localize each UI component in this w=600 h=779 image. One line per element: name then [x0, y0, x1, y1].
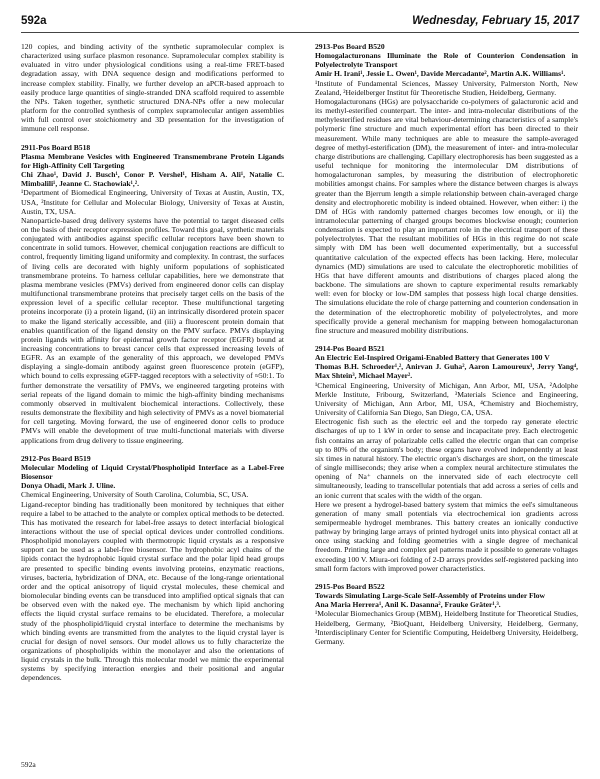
abstract-authors: Ana Maria Herrera¹, Anil K. Dasanna², Frauke Gräter¹,³. — [315, 600, 501, 610]
abstract-id: 2915-Pos Board B522 — [315, 581, 385, 591]
right-column — [315, 42, 578, 655]
abstract-authors: Thomas B.H. Schroeder¹,², Anirvan J. Guha², Aaron Lamoureux³, Jerry Yang⁴, Max Shtein³, Michael Mayer². — [315, 362, 578, 381]
abstract-id: 2914-Pos Board B521 — [315, 344, 385, 353]
page-number: 592a — [21, 15, 47, 27]
abstract-2911 — [21, 143, 284, 445]
abstract-2913 — [315, 42, 578, 335]
abstract-authors: Donya Ohadi, Mark J. Uline. — [21, 481, 116, 491]
abstract-title: Molecular Modeling of Liquid Crystal/Phospholipid Interface as a Label-Free Biosensor — [21, 462, 284, 482]
abstract-title: Homogalacturonans Illuminate the Role of Counterion Condensation in Polyelectrolyte Transport — [315, 51, 578, 70]
abstract-affiliations: ¹Department of Biomedical Engineering, University of Texas at Austin, Austin, TX, USA, ²Institute for Cellular and Molecular Biology, University of Texas at Austin, Austin, TX, USA. — [21, 188, 284, 216]
abstract-body: Ligand-receptor binding has traditionally been monitored by techniques that either require a label to be attached to the analyte or complex optical methods to be detected. This has motivated the research for label-free assays to detect interfacial biological interactions without the use of special optical devices under controlled conditions. Phospholipid monolayers coupled with thermotropic liquid crystals as a responsive support can be used as a label-free biosensor. The hydrophobic acyl chains of the lipids contact the hydrophobic liquid crystal surface and the polar lipid head groups are presented to specific binding events involving proteins, enzymatic reactions, viruses, bacteria, hybridization of DNA, etc. Because of the long-range orientational order and the optical anisotropy of liquid crystal molecules, these chemical and biomolecular binding events can be transduced into amplified optical signals that can be observed even with the naked eye. The mechanism by which lipid anchoring effects the liquid crystal surface remains to be elucidated. Therefore, a molecular study of the phospholipid/liquid crystal interface to determine the mechanisms by which binding events are transmitted from the analytes to the liquid crystal layer is crucial for design of novel sensors. Our model allows us to fully characterize the organizations of phospholipids within the monolayer and also the orientations of liquid crystals in the bulk. Through this molecular model we mimic the experimental systems by specifying interaction energies and their positional and angular dependences. — [21, 499, 284, 683]
left-column — [21, 42, 284, 692]
abstract-title: Towards Simulating Large-Scale Self-Assembly of Proteins under Flow — [315, 591, 545, 601]
abstract-affiliations: ¹Molecular Biomechanics Group (MBM), Heidelberg Institute for Theoretical Studies, Heidelberg, Germany, ²BioQuant, Heidelberg University, Heidelberg, Germany, ³Interdisciplinary Center for Scientific Computing, Heidelberg University, Heidelberg, Germany. — [315, 609, 578, 646]
abstract-affiliations: ¹Chemical Engineering, University of Michigan, Ann Arbor, MI, USA, ²Adolphe Merkle Institute, Fribourg, Switzerland, ³Materials Science and Engineering, University of Michigan, Ann Arbor, MI, USA, ⁴Chemistry and Biochemistry, University of California San Diego, San Diego, CA, USA. — [315, 380, 578, 418]
abstract-2915 — [315, 582, 578, 646]
abstract-authors: Chi Zhao¹, David J. Busch¹, Conor P. Vershel¹, Hisham A. Ali¹, Natalie C. Mimbalili¹, Jeanne C. Stachowiak¹,². — [21, 170, 284, 189]
page-header — [21, 14, 579, 33]
abstract-affiliations: ¹Institute of Fundamental Sciences, Massey University, Palmerston North, New Zealand, ²Heidelberger Institut für Theoretische Studien, Heidelberg, Germany. — [315, 78, 578, 97]
abstract-id: 2911-Pos Board B518 — [21, 142, 91, 152]
abstract-2912 — [21, 454, 284, 683]
intro-text: 120 copies, and binding activity of the synthetic supramolecular complex is characterized using surface plasmon resonance. Supramolecular complex stability is evaluated in vitro under physiological conditions using a real-time FRET-based degradation assay, with DNA sequence design and modifications performed to increase complex stability. Finally, we further develop an aPCR-based approach to easily produce large quantities of single-stranded DNA scaffold required to assemble the NPs. Taken together, synthetic structured DNA-NPs offer a new molecular platform for the controlled synthesis of complex supramolecular antigen assemblies with full control over stoichiometry and 3D presentation for the investigation of immune cell response. — [21, 42, 284, 134]
abstract-title: An Electric Eel-Inspired Origami-Enabled Battery that Generates 100 V — [315, 353, 550, 363]
abstract-id: 2912-Pos Board B519 — [21, 453, 91, 463]
abstract-id: 2913-Pos Board B520 — [315, 42, 385, 51]
abstract-authors: Amir H. Irani¹, Jessie L. Owen¹, Davide Mercadante², Martin A.K. Williams¹. — [315, 69, 566, 79]
abstract-2914 — [315, 344, 578, 573]
abstract-body-continued: Here we present a hydrogel-based battery system that mimics the eel's simultaneous generation of many small potentials via electrochemical ion gradients across semipermeable hydrogel membranes. This battery creates an ionically conductive pathway by bringing large arrays of printed hydrogel units into physical contact all at once using stacking and folding geometries with a single degree of mechanical freedom. Printing large and complex gel patterns made it possible to generate voltages exceeding 100 V. Miura-ori folding of 2-D arrays provides self-registered packing into small form factors with improved power characteristics. — [315, 499, 578, 573]
abstract-body: Homogalacturonans (HGs) are polysaccharide co-polymers of galacturonic acid and its methyl-esterified counterpart. The inter- and intra-molecular distributions of the methylesterified residues are vital behaviour-determining characteristics of a sample's polymeric fine structure and much experimental effort has been directed to their measurement. While many techniques are able to measure the sample-averaged degree of methyl-esterification (DM), the measurement of inter- and intra-molecular charge distributions are challenging. Capillary electrophoresis has been suggested as a useful technique for monitoring the intermolecular DM distributions of homogalacturonan samples, by measuring the distribution of electrophoretic mobilities amongst chains. For samples where the distance between charges is always greater than the Bjerrum length a simple relationship between chain-averaged charge density and electrophoretic mobility is indeed obtained. However, when either: i) the DM of HGs with randomly patterned charges becomes low enough, or ii) the intramolecular patterning of charged groups becomes blockwise enough; counterion condensation is expected to play an important role in the electrical transport of these polyelectrolytes. That the resultant mobilities of HGs in this regime do not scale simply with DM has been well documented experimentally, but a successful quantitative calculation of the expected effects has been lacking. Here, molecular dynamics (MD) simulations are used to calculate the electrophoretic mobilities of HGs that have different amounts and distributions of charges placed along the backbone. The simulations are shown to capture experimental results remarkably well: even for blocky or low-DM samples that possess high local charge densities. The simulations elucidate the role of charge patterning and counterion condensation in the determination of the electrophoretic mobility of polyelectrolytes, and more specifically provide a general mechanism for mapping between homogalacturonan fine structure and measured mobility distributions. — [315, 96, 578, 335]
abstract-continuation — [21, 42, 284, 134]
abstract-affiliations: Chemical Engineering, University of South Carolina, Columbia, SC, USA. — [21, 490, 249, 500]
abstract-body: Electrogenic fish such as the electric eel and the torpedo ray generate electric discharges of up to 1 kW in order to sense and incapacitate prey. Each electrogenic fish contains an array of polarizable cells called the electric organ that can comprise up to 80% of the organism's body; these organs have evolved independently at least six times in natural history. The electric organ's discharges are short, on the timescale of single milliseconds; they arise when a complex neural architecture stimulates the opening of Na⁺ channels on the innervated side of each electrocyte cell simultaneously, leading to transcellular potentials that add across a series of cells and an ionic current that scales with the width of the organ. — [315, 417, 578, 500]
page-date: Wednesday, February 15, 2017 — [412, 15, 579, 27]
page-footer-code: 592a — [21, 760, 36, 769]
abstract-title: Plasma Membrane Vesicles with Engineered Transmembrane Protein Ligands for High-Affinity Cell Targeting — [21, 151, 284, 170]
abstract-body: Nanoparticle-based drug delivery systems have the potential to target diseased cells on the basis of their receptor expression profiles. Toward this goal, synthetic materials conjugated with antibodies against specific cellular receptors have been shown to concentrate in solid tumors. However, chemical conjugation reactions are difficult to control, frequently limiting ligand uniformity and complexity. In contrast, the surfaces of living cells are decorated with highly uniform populations of sophisticated transmembrane proteins. To harness cellular capabilities, here we demonstrate that plasma membrane vesicles (PMVs) derived from engineered donor cells can display multifunctional transmembrane proteins that precisely target cells on the basis of the expression level of a specific cellular receptor. These multifunctional targeting proteins incorporate (i) a protein ligand, (ii) an intrinsically disordered protein spacer to make the ligand sterically accessible, and (iii) a fluorescent protein domain that enables quantification of the ligand density on the PMV surface. PMVs displaying protein ligands with affinity for epidermal growth factor receptor (EGFR) bound at increasing concentrations to breast cancer cells that expressed increasing levels of EGFR. As an example of the generality of this approach, we developed PMVs displaying a single-domain antibody against green fluorescence protein (eGFP), which bound to cells expressing eGFP-tagged receptors with a selectivity of ≈50:1. To further demonstrate the versatility of PMVs, we engineered targeting proteins with serial repeats of the ligand domain to mimic the high-affinity binding mechanisms commonly observed in multivalent biochemical interactions. Collectively, these results demonstrate the flexibility and high selectivity of PMVs as a novel biomaterial for cell targeting. Moving forward, the use of engineered donor cells to produce PMVs will enable the development of true multi-functional materials with diverse applications from drug delivery to tissue engineering. — [21, 215, 284, 445]
